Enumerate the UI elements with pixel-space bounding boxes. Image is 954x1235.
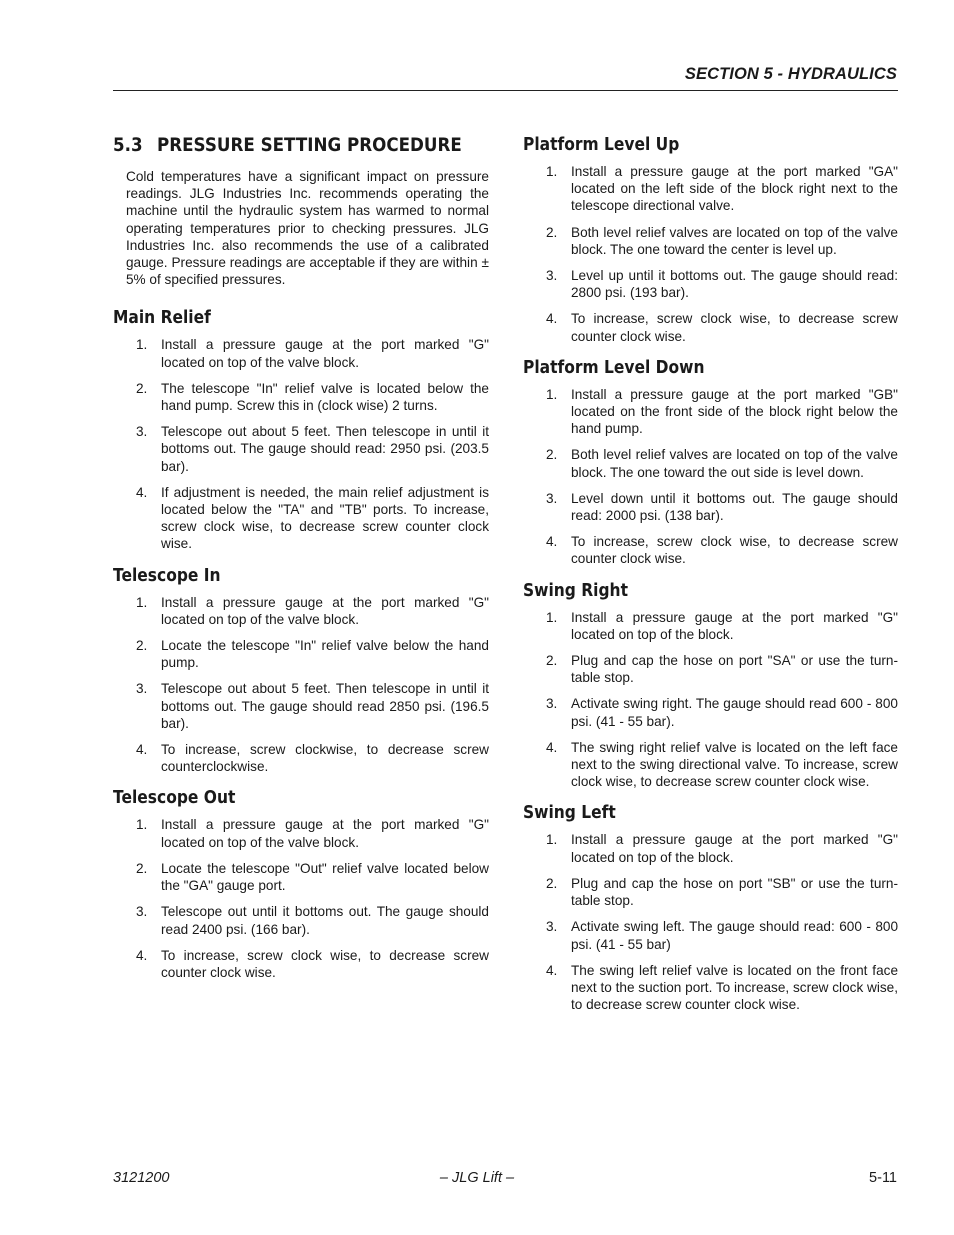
- step-text: If adjustment is needed, the main relief adjustment is located below the "TA" and "TB" ports. To increase, screw clock wise, to decrease screw counter clock wise.: [161, 484, 489, 552]
- step-text: Install a pressure gauge at the port marked "G" located on top of the valve block.: [161, 817, 489, 850]
- list-item: [113, 860, 489, 894]
- step-text: Locate the telescope "In" relief valve below the hand pump.: [161, 638, 489, 671]
- intro-paragraph: Cold temperatures have a significant impact on pressure readings. JLG Industries Inc. recommends operating the machine until the hydraulic system has warmed to normal operating temperatures prior to checking pressures. JLG Industries Inc. also recommends the use of a calibrated gauge. Pressure readings are acceptable if they are within ± 5% of specified pressures.: [126, 169, 489, 288]
- step-text: Plug and cap the hose on port "SA" or use the turn-table stop.: [571, 653, 898, 686]
- step-text: The telescope "In" relief valve is located below the hand pump. Screw this in (clock wise) 2 turns.: [161, 380, 489, 414]
- swing-left-steps: [523, 831, 898, 1013]
- list-item: [523, 918, 898, 952]
- step-number: 4.: [136, 947, 148, 963]
- step-number: 2.: [546, 653, 558, 669]
- platform-level-up-heading: Platform Level Up: [523, 134, 680, 155]
- step-number: 3.: [136, 904, 148, 920]
- step-number: 1.: [546, 164, 558, 179]
- step-number: 4.: [546, 534, 558, 550]
- step-text: Both level relief valves are located on top of the valve block. The one toward the out side is level down.: [571, 447, 898, 480]
- step-number: 3.: [546, 490, 558, 506]
- step-number: 1.: [136, 594, 148, 610]
- list-item: [113, 680, 489, 732]
- step-number: 1.: [546, 832, 558, 848]
- step-number: 2.: [136, 638, 148, 654]
- step-text: Install a pressure gauge at the port marked "G" located on top of the valve block.: [161, 337, 489, 370]
- step-text: Activate swing right. The gauge should read 600 - 800 psi. (41 - 55 bar).: [571, 696, 898, 729]
- list-item: [523, 490, 898, 524]
- step-text: To increase, screw clockwise, to decrease screw counterclockwise.: [161, 742, 489, 775]
- step-number: 1.: [546, 386, 558, 402]
- step-text: Locate the telescope "Out" relief valve located below the "GA" gauge port.: [161, 860, 489, 894]
- step-text: To increase, screw clock wise, to decrease screw counter clock wise.: [161, 947, 489, 980]
- section-number: 5.3: [113, 134, 143, 156]
- main-relief-heading: Main Relief: [113, 307, 211, 329]
- list-item: [113, 816, 489, 850]
- swing-left-heading: Swing Left: [523, 802, 616, 824]
- list-item: [113, 741, 489, 775]
- header-rule: [113, 90, 898, 91]
- list-item: [523, 267, 898, 301]
- step-text: Both level relief valves are located on top of the valve block. The one toward the center is level up.: [571, 224, 898, 257]
- telescope-in-heading: Telescope In: [113, 564, 221, 586]
- list-item: [523, 446, 898, 480]
- list-item: [523, 962, 898, 1014]
- left-column: [113, 131, 489, 990]
- list-item: [113, 484, 489, 553]
- list-item: [523, 695, 898, 729]
- swing-right-heading: Swing Right: [523, 579, 628, 601]
- platform-level-down-heading: Platform Level Down: [523, 356, 705, 378]
- step-number: 4.: [546, 739, 558, 755]
- step-text: The swing right relief valve is located on the left face next to the swing directional valve. To increase, screw clock wise, to decrease screw counter clock wise.: [571, 739, 898, 790]
- step-text: Telescope out about 5 feet. Then telescope in until it bottoms out. The gauge should read: 2950 psi. (203.5 bar).: [161, 424, 489, 474]
- step-number: 3.: [546, 919, 558, 935]
- main-relief-steps: [113, 336, 489, 552]
- list-item: [113, 594, 489, 628]
- step-number: 3.: [136, 424, 148, 440]
- step-number: 2.: [546, 224, 558, 240]
- step-number: 4.: [136, 484, 148, 500]
- step-text: Level up until it bottoms out. The gauge should read: 2800 psi. (193 bar).: [571, 268, 898, 301]
- list-item: [113, 637, 489, 671]
- list-item: [113, 423, 489, 475]
- section-title: PRESSURE SETTING PROCEDURE: [157, 134, 462, 156]
- footer-brand: – JLG Lift –: [439, 1170, 515, 1186]
- step-number: 1.: [136, 817, 148, 833]
- step-number: 2.: [546, 875, 558, 891]
- step-text: Plug and cap the hose on port "SB" or use the turn-table stop.: [571, 875, 898, 909]
- step-text: The swing left relief valve is located on the front face next to the suction port. To increase, screw clock wise, to decrease screw counter clock wise.: [571, 962, 898, 1013]
- step-number: 4.: [136, 742, 148, 758]
- step-number: 4.: [546, 311, 558, 327]
- telescope-out-heading: Telescope Out: [113, 787, 236, 809]
- section-header: SECTION 5 - HYDRAULICS: [684, 65, 897, 83]
- step-number: 3.: [136, 681, 148, 697]
- step-text: Telescope out until it bottoms out. The gauge should read 2400 psi. (166 bar).: [161, 904, 489, 937]
- telescope-out-steps: [113, 816, 489, 981]
- footer-doc-number: 3121200: [113, 1170, 170, 1186]
- step-text: Level down until it bottoms out. The gauge should read: 2000 psi. (138 bar).: [571, 490, 898, 524]
- step-text: Install a pressure gauge at the port marked "GB" located on the front side of the block right below the hand pump.: [571, 386, 898, 437]
- step-number: 3.: [546, 268, 558, 284]
- step-number: 2.: [546, 447, 558, 463]
- step-text: To increase, screw clock wise, to decrease screw counter clock wise.: [571, 311, 898, 344]
- section-heading: [113, 131, 462, 159]
- step-number: 1.: [546, 609, 558, 625]
- list-item: [113, 380, 489, 414]
- step-number: 4.: [546, 962, 558, 978]
- list-item: [523, 224, 898, 258]
- list-item: [523, 875, 898, 909]
- step-number: 1.: [136, 337, 148, 353]
- list-item: [113, 947, 489, 981]
- step-number: 2.: [136, 380, 148, 396]
- platform-level-down-steps: [523, 386, 898, 568]
- list-item: [523, 163, 898, 215]
- step-text: Install a pressure gauge at the port marked "GA" located on the left side of the block right next to the telescope directional valve.: [571, 164, 898, 214]
- list-item: [523, 831, 898, 865]
- step-text: Install a pressure gauge at the port marked "G" located on top of the valve block.: [161, 594, 489, 627]
- step-number: 2.: [136, 860, 148, 876]
- list-item: [113, 903, 489, 937]
- list-item: [523, 533, 898, 567]
- list-item: [523, 652, 898, 686]
- platform-level-up-steps: [523, 163, 898, 345]
- step-number: 3.: [546, 696, 558, 712]
- telescope-in-steps: [113, 594, 489, 776]
- swing-right-steps: [523, 609, 898, 791]
- step-text: To increase, screw clock wise, to decrease screw counter clock wise.: [571, 534, 898, 567]
- list-item: [523, 609, 898, 643]
- list-item: [523, 386, 898, 438]
- step-text: Install a pressure gauge at the port marked "G" located on top of the block.: [571, 609, 898, 642]
- step-text: Telescope out about 5 feet. Then telescope in until it bottoms out. The gauge should read 2850 psi. (196.5 bar).: [161, 681, 489, 731]
- step-text: Activate swing left. The gauge should read: 600 - 800 psi. (41 - 55 bar): [571, 919, 898, 952]
- list-item: [113, 336, 489, 370]
- list-item: [523, 739, 898, 791]
- footer-page-number: 5-11: [869, 1170, 897, 1186]
- step-text: Install a pressure gauge at the port marked "G" located on top of the block.: [571, 832, 898, 865]
- list-item: [523, 310, 898, 344]
- right-column: [523, 131, 898, 1022]
